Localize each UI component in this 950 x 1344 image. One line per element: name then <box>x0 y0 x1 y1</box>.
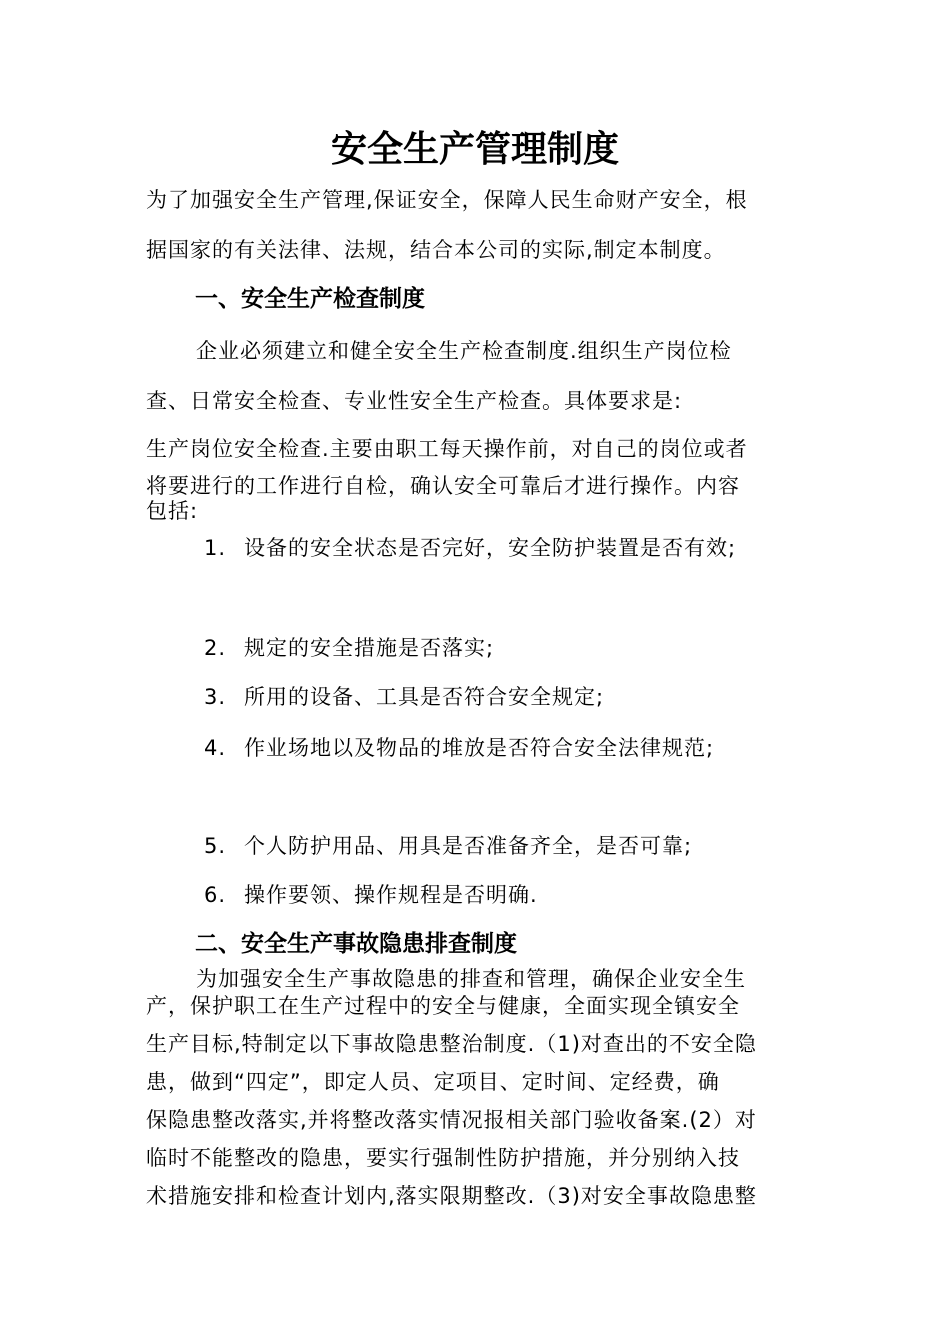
intro-line-2: 据国家的有关法律、法规，结合本公司的实际,制定本制度。 <box>146 238 726 262</box>
list-item <box>204 635 494 661</box>
sub-paragraph-line-2: 将要进行的工作进行自检，确认安全可靠后才进行操作。内容 <box>146 474 740 498</box>
list-item-number: 1. <box>204 536 227 560</box>
list-item-number: 2. <box>204 636 227 660</box>
section-2-heading: 二、安全生产事故隐患排查制度 <box>195 931 517 957</box>
list-item-number: 6. <box>204 883 227 907</box>
section-1-paragraph-line-2: 查、日常安全检查、专业性安全生产检查。具体要求是: <box>146 389 683 413</box>
section-1-paragraph-line-1: 企业必须建立和健全安全生产检查制度.组织生产岗位检 <box>196 339 732 363</box>
list-item <box>204 535 736 561</box>
list-item <box>204 833 692 859</box>
intro-line-1: 为了加强安全生产管理,保证安全，保障人民生命财产安全，根 <box>146 188 748 212</box>
section-1-heading: 一、安全生产检查制度 <box>195 286 425 312</box>
section-2-paragraph-line-7: 术措施安排和检查计划内,落实限期整改.（3)对安全事故隐患整 <box>146 1184 757 1208</box>
list-item-text: 设备的安全状态是否完好，安全防护装置是否有效; <box>244 536 737 560</box>
sub-paragraph-line-3: 包括: <box>146 499 199 523</box>
section-2-paragraph-line-1: 为加强安全生产事故隐患的排查和管理，确保企业安全生 <box>196 967 746 991</box>
list-item-number: 4. <box>204 736 227 760</box>
list-item-number: 5. <box>204 834 227 858</box>
list-item-text: 规定的安全措施是否落实; <box>244 636 495 660</box>
page-title: 安全生产管理制度 <box>330 129 619 170</box>
list-item <box>204 684 604 710</box>
section-2-paragraph-line-2: 产，保护职工在生产过程中的安全与健康，全面实现全镇安全 <box>146 994 740 1018</box>
section-2-paragraph-line-4: 患，做到“四定”，即定人员、定项目、定时间、定经费，确 <box>146 1070 720 1094</box>
sub-paragraph-line-1: 生产岗位安全检查.主要由职工每天操作前，对自己的岗位或者 <box>146 437 748 461</box>
list-item-text: 所用的设备、工具是否符合安全规定; <box>244 685 605 709</box>
list-item-number: 3. <box>204 685 227 709</box>
section-2-paragraph-line-5: 保隐患整改落实,并将整改落实情况报相关部门验收备案.(2）对 <box>146 1108 757 1132</box>
list-item <box>204 735 714 761</box>
section-2-paragraph-line-3: 生产目标,特制定以下事故隐患整治制度.（1)对查出的不安全隐 <box>146 1032 757 1056</box>
list-item-text: 作业场地以及物品的堆放是否符合安全法律规范; <box>244 736 715 760</box>
list-item <box>204 882 538 908</box>
section-2-paragraph-line-6: 临时不能整改的隐患，要实行强制性防护措施，并分别纳入技 <box>146 1146 740 1170</box>
list-item-text: 个人防护用品、用具是否准备齐全，是否可靠; <box>244 834 693 858</box>
list-item-text: 操作要领、操作规程是否明确. <box>244 883 538 907</box>
